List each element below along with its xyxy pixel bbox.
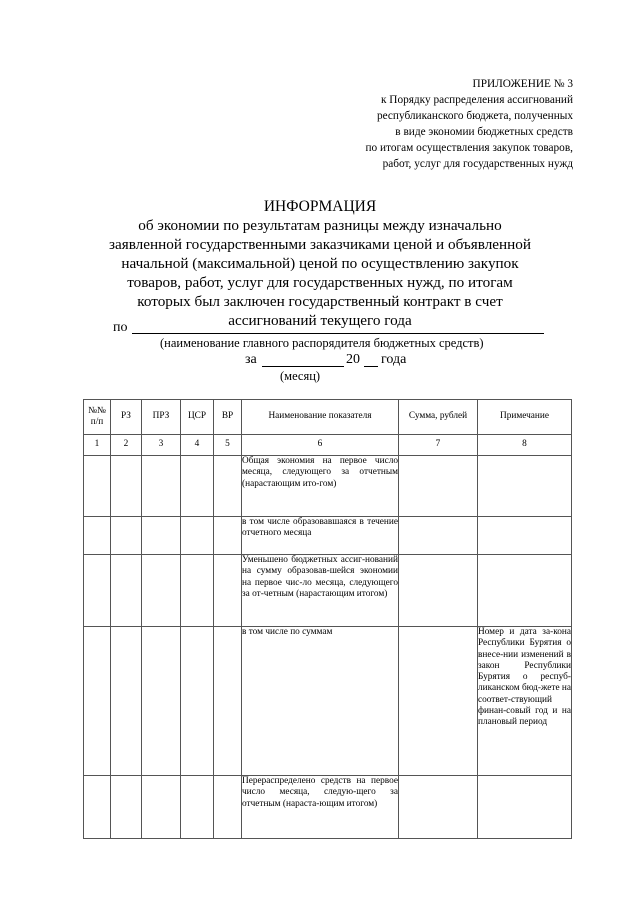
empty-cell	[142, 627, 181, 776]
empty-cell	[84, 555, 111, 627]
column-number: 5	[214, 435, 242, 456]
economy-table	[83, 399, 572, 839]
empty-cell	[181, 456, 214, 517]
appendix-line: к Порядку распределения ассигнований	[380, 94, 573, 106]
empty-cell	[181, 555, 214, 627]
title-line: заявленной государственными заказчиками ценой и объявленной	[108, 236, 532, 253]
empty-cell	[111, 456, 142, 517]
empty-cell	[142, 456, 181, 517]
column-number: 8	[478, 435, 572, 456]
empty-cell	[214, 456, 242, 517]
appendix-line: ПРИЛОЖЕНИЕ № 3	[472, 78, 573, 90]
empty-cell	[214, 776, 242, 839]
sum-cell	[399, 456, 478, 517]
table-row	[84, 456, 572, 517]
column-number: 1	[84, 435, 111, 456]
table-header-row	[84, 400, 572, 435]
title-heading: ИНФОРМАЦИЯ	[263, 198, 377, 215]
empty-cell	[111, 517, 142, 555]
empty-cell	[214, 555, 242, 627]
title-line: ассигнований текущего года	[228, 312, 412, 329]
header-cell: ЦСР	[181, 400, 214, 435]
appendix-line: республиканского бюджета, полученных	[376, 110, 573, 122]
empty-cell	[214, 627, 242, 776]
header-cell: Сумма, рублей	[399, 400, 478, 435]
empty-cell	[181, 776, 214, 839]
column-number: 6	[242, 435, 399, 456]
year-prefix: 20	[346, 352, 360, 367]
sum-cell	[399, 776, 478, 839]
appendix-line: по итогам осуществления закупок товаров,	[365, 142, 573, 154]
column-number: 7	[399, 435, 478, 456]
note-cell	[478, 517, 572, 555]
note-cell: Номер и дата за-кона Республики Бурятия о внесе-нии изменений в закон Республики Бурятия о респуб-ликанском бюд-жете на соответ-ствующий финан-совый год и на плановый период	[478, 627, 572, 776]
header-cell: РЗ	[111, 400, 142, 435]
empty-cell	[111, 776, 142, 839]
za-label: за	[245, 352, 257, 367]
header-cell: Примечание	[478, 400, 572, 435]
indicator-cell: Общая экономия на первое число месяца, следующего за отчетным (нарастающим ито-гом)	[242, 456, 399, 517]
sum-cell	[399, 517, 478, 555]
empty-cell	[111, 555, 142, 627]
sum-cell	[399, 555, 478, 627]
title-line: которых был заключен государственный контракт в счет	[137, 293, 503, 310]
header-cell: ПРЗ	[142, 400, 181, 435]
appendix-block	[300, 76, 573, 172]
empty-cell	[84, 776, 111, 839]
header-cell: Наименование показателя	[242, 400, 399, 435]
indicator-cell: Уменьшено бюджетных ассиг-нований на сумму образовав-шейся экономии на первое чис-ло месяца, следующего за от-четным (нарастающим итогом)	[242, 555, 399, 627]
empty-cell	[84, 517, 111, 555]
empty-cell	[84, 627, 111, 776]
po-label: по	[113, 320, 128, 335]
header-cell: №№ п/п	[84, 400, 111, 435]
note-cell	[478, 776, 572, 839]
empty-cell	[181, 517, 214, 555]
title-line: начальной (максимальной) ценой по осуществлению закупок	[121, 255, 519, 272]
note-cell	[478, 456, 572, 517]
indicator-cell: в том числе образовавшаяся в течение отчетного месяца	[242, 517, 399, 555]
empty-cell	[84, 456, 111, 517]
empty-cell	[214, 517, 242, 555]
column-number-row	[84, 435, 572, 456]
table-row	[84, 517, 572, 555]
title-line: об экономии по результатам разницы между изначально	[138, 217, 502, 234]
year-field[interactable]	[364, 366, 378, 367]
column-number: 3	[142, 435, 181, 456]
year-suffix: года	[381, 352, 407, 367]
month-caption: (месяц)	[280, 369, 321, 383]
recipient-caption: (наименование главного распорядителя бюджетных средств)	[160, 336, 484, 350]
sum-cell	[399, 627, 478, 776]
appendix-line: работ, услуг для государственных нужд	[382, 158, 573, 170]
table-row	[84, 627, 572, 776]
document-title	[0, 197, 640, 330]
empty-cell	[111, 627, 142, 776]
empty-cell	[142, 555, 181, 627]
title-line: товаров, работ, услуг для государственных нужд, по итогам	[127, 274, 513, 291]
table-row	[84, 555, 572, 627]
header-cell: ВР	[214, 400, 242, 435]
empty-cell	[142, 776, 181, 839]
empty-cell	[142, 517, 181, 555]
empty-cell	[181, 627, 214, 776]
indicator-cell: Перераспределено средств на первое число месяца, следую-щего за отчетным (нараста-ющим итогом)	[242, 776, 399, 839]
month-field[interactable]	[262, 366, 344, 367]
indicator-cell: в том числе по суммам	[242, 627, 399, 776]
note-cell	[478, 555, 572, 627]
table-row	[84, 776, 572, 839]
column-number: 4	[181, 435, 214, 456]
appendix-line: в виде экономии бюджетных средств	[395, 126, 573, 138]
recipient-name-field[interactable]	[132, 333, 544, 334]
column-number: 2	[111, 435, 142, 456]
